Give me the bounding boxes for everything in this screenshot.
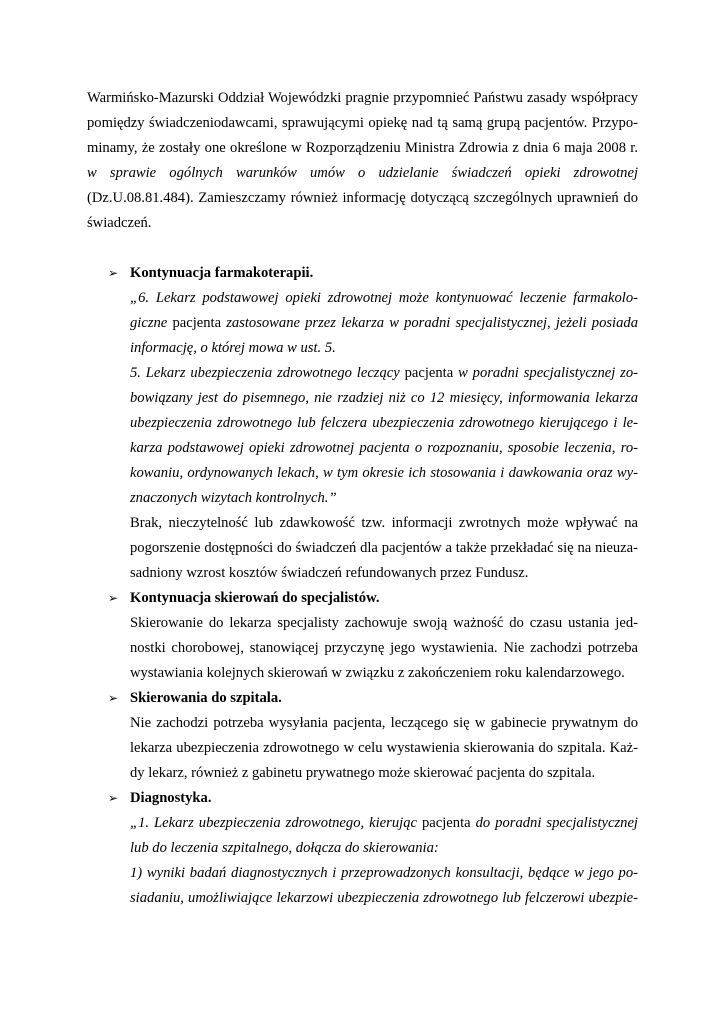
bullet-arrow-icon: ➢	[108, 691, 119, 705]
body-line: sadniony wzrost kosztów świadczeń refundowanych przez Fundusz.	[130, 565, 529, 581]
body-line: lekarza ubezpieczenia zdrowotnego w celu wystawienia skierowania do szpitala. Każ-	[130, 740, 638, 756]
intro-line-4: w sprawie ogólnych warunków umów o udzielanie świadczeń opieki zdrowotnej	[87, 165, 638, 181]
intro-line-2: pomiędzy świadczeniodawcami, sprawującymi opiekę nad tą samą grupą pacjentów. Przypo-	[87, 115, 638, 131]
section-heading: Skierowania do szpitala.	[130, 690, 282, 706]
quote-line: informację, o której mowa w ust. 5.	[130, 340, 336, 356]
quote-line: „1. Lekarz ubezpieczenia zdrowotnego, kierując pacjenta do poradni specjalistycznej	[130, 815, 638, 831]
bullet-arrow-icon: ➢	[108, 266, 119, 280]
section-heading: Kontynuacja farmakoterapii.	[130, 265, 314, 281]
body-line: pogorszenie dostępności do świadczeń dla pacjentów a także przekładać się na nieuza-	[130, 540, 638, 556]
body-line: nostki chorobowej, stanowiącej przyczynę jego wystawienia. Nie zachodzi potrzeba	[130, 640, 638, 656]
body-line: Skierowanie do lekarza specjalisty zachowuje swoją ważność do czasu ustania jed-	[130, 615, 638, 631]
body-line: wystawiania kolejnych skierowań w związku z zakończeniem roku kalendarzowego.	[130, 665, 625, 681]
section-heading: Diagnostyka.	[130, 790, 212, 806]
section-heading: Kontynuacja skierowań do specjalistów.	[130, 590, 380, 606]
quote-line: ubezpieczenia zdrowotnego lub felczera ubezpieczenia zdrowotnego kierującego i le-	[130, 415, 638, 431]
quote-line: 1) wyniki badań diagnostycznych i przeprowadzonych konsultacji, będące w jego po-	[130, 865, 638, 881]
quote-line: „6. Lekarz podstawowej opieki zdrowotnej może kontynuować leczenie farmakolo-	[130, 290, 638, 306]
body-line: Nie zachodzi potrzeba wysyłania pacjenta, leczącego się w gabinecie prywatnym do	[130, 715, 638, 731]
quote-line: giczne pacjenta zastosowane przez lekarza w poradni specjalistycznej, jeżeli posiada	[130, 315, 638, 331]
quote-line: lub do leczenia szpitalnego, dołącza do skierowania:	[130, 840, 439, 856]
intro-line-6: świadczeń.	[87, 215, 152, 231]
quote-line: znaczonych wizytach kontrolnych.”	[130, 490, 337, 506]
quote-line: karza podstawowej opieki zdrowotnej pacjenta o rozpoznaniu, sposobie leczenia, ro-	[130, 440, 638, 456]
bullet-arrow-icon: ➢	[108, 591, 119, 605]
quote-line: siadaniu, umożliwiające lekarzowi ubezpieczenia zdrowotnego lub felczerowi ubezpie-	[130, 890, 638, 906]
quote-line: kowaniu, ordynowanych lekach, w tym okresie ich stosowania i dawkowania oraz wy-	[130, 465, 638, 481]
bullet-arrow-icon: ➢	[108, 791, 119, 805]
body-line: dy lekarz, również z gabinetu prywatnego może skierować pacjenta do szpitala.	[130, 765, 596, 781]
quote-line: bowiązany jest do pisemnego, nie rzadziej niż co 12 miesięcy, informowania lekarza	[130, 390, 638, 406]
intro-line-3: minamy, że zostały one określone w Rozporządzeniu Ministra Zdrowia z dnia 6 maja 2008 r.	[87, 140, 638, 156]
body-line: Brak, nieczytelność lub zdawkowość tzw. informacji zwrotnych może wpływać na	[130, 515, 638, 531]
intro-line-5: (Dz.U.08.81.484). Zamieszczamy również informację dotyczącą szczególnych uprawnień do	[87, 190, 638, 206]
intro-line-1: Warmińsko-Mazurski Oddział Wojewódzki pragnie przypomnieć Państwu zasady współpracy	[87, 90, 638, 106]
quote-line: 5. Lekarz ubezpieczenia zdrowotnego leczący pacjenta w poradni specjalistycznej zo-	[130, 365, 638, 381]
